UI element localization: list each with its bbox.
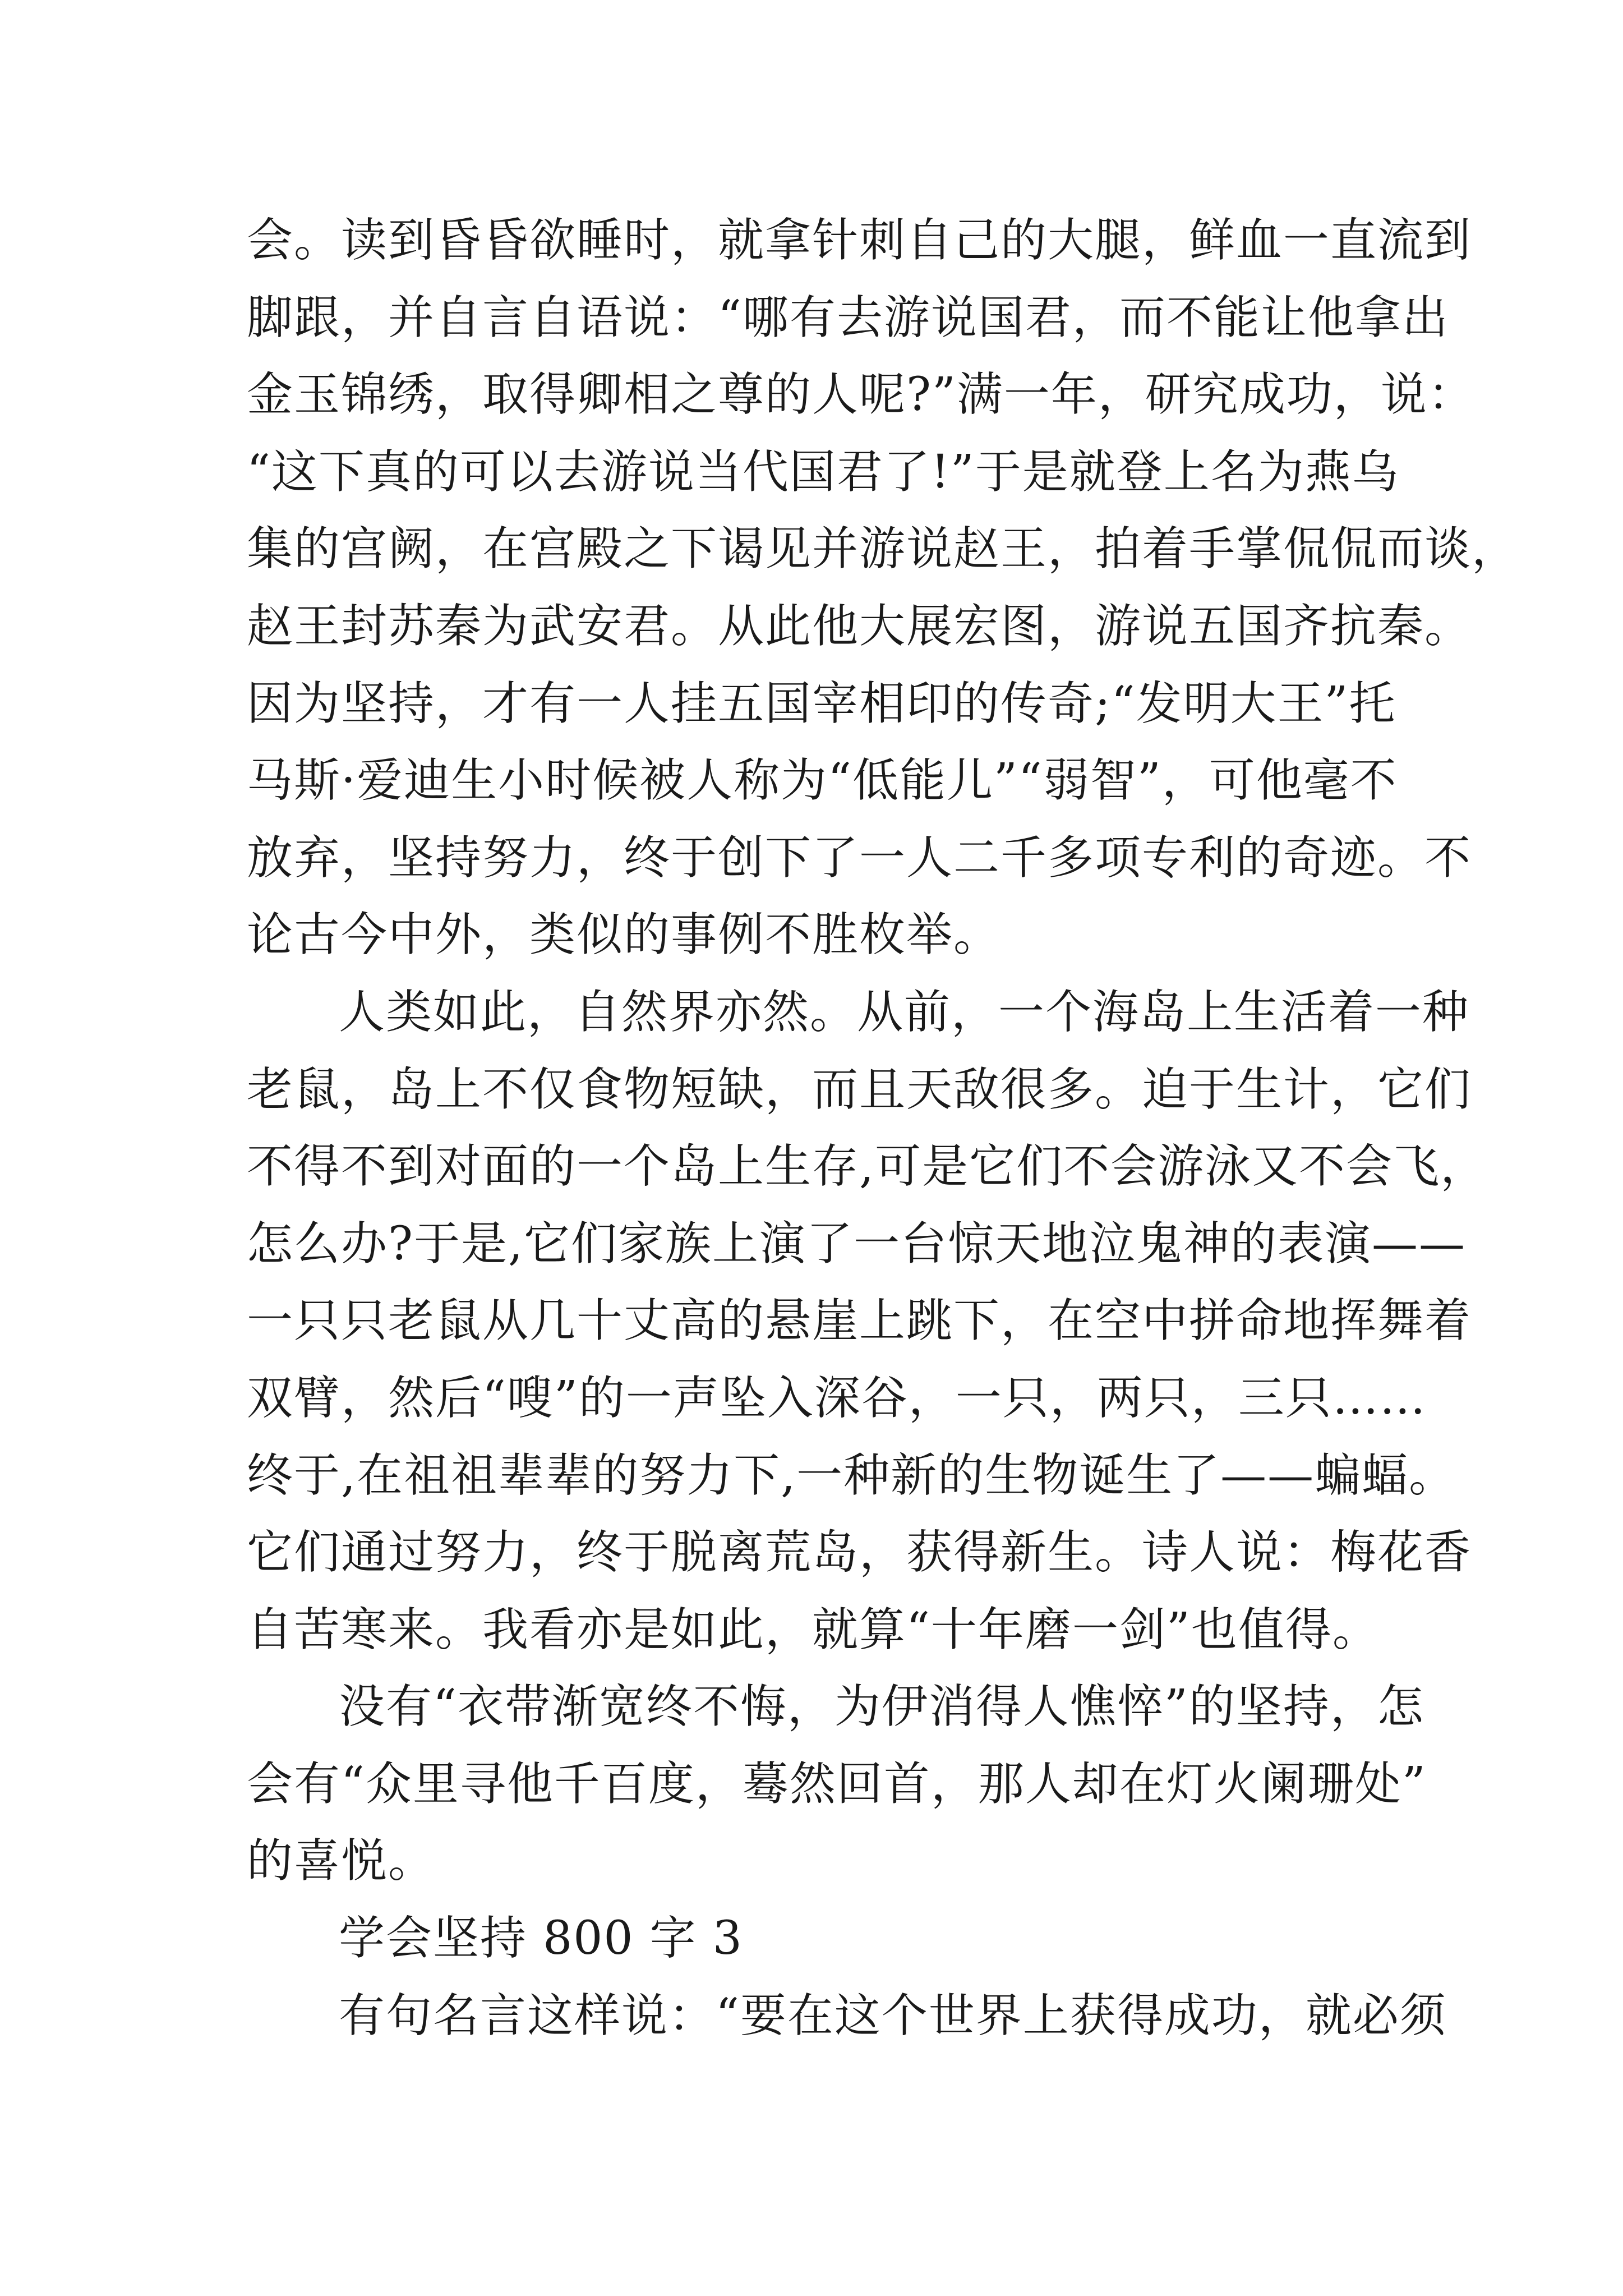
text-line: 脚跟，并自言自语说：“哪有去游说国君，而不能让他拿出 — [247, 291, 1449, 344]
paragraph-start-line: 人类如此，自然界亦然。从前，一个海岛上生活着一种 — [339, 985, 1470, 1039]
text-line: 终于,在祖祖辈辈的努力下,一种新的生物诞生了——蝙蝠。 — [247, 1448, 1456, 1502]
text-line: 不得不到对面的一个岛上生存,可是它们不会游泳又不会飞， — [247, 1140, 1488, 1194]
text-line: “这下真的可以去游说当代国君了!”于是就登上名为燕乌 — [247, 445, 1399, 499]
text-line: 因为坚持，才有一人挂五国宰相印的传奇;“发明大王”托 — [247, 677, 1396, 730]
text-line: 一只只老鼠从几十丈高的悬崖上跳下，在空中拼命地挥舞着 — [247, 1294, 1472, 1348]
text-line: 双臂，然后“嗖”的一声坠入深谷，一只，两只，三只…… — [247, 1371, 1427, 1425]
text-line: 老鼠，岛上不仅食物短缺，而且天敌很多。迫于生计，它们 — [247, 1062, 1472, 1116]
section-heading: 学会坚持 800 字 3 — [339, 1912, 743, 1966]
text-line: 放弃，坚持努力，终于创下了一人二千多项专利的奇迹。不 — [247, 831, 1472, 885]
text-line: 马斯·爱迪生小时候被人称为“低能儿”“弱智”，可他毫不 — [247, 754, 1398, 808]
paragraph-start-line: 有句名言这样说：“要在这个世界上获得成功，就必须 — [339, 1989, 1447, 2042]
text-line: 赵王封苏秦为武安君。从此他大展宏图，游说五国齐抗秦。 — [247, 599, 1472, 653]
text-line: 论古今中外，类似的事例不胜枚举。 — [247, 908, 1001, 962]
paragraph-start-line: 没有“衣带渐宽终不悔，为伊消得人憔悴”的坚持，怎 — [339, 1680, 1424, 1734]
text-line: 集的宫阙，在宫殿之下谒见并游说赵王，拍着手掌侃侃而谈， — [247, 522, 1519, 576]
text-line: 它们通过努力，终于脱离荒岛，获得新生。诗人说：梅花香 — [247, 1526, 1472, 1580]
text-line: 金玉锦绣，取得卿相之尊的人呢?”满一年，研究成功，说： — [247, 368, 1475, 422]
text-line: 会。读到昏昏欲睡时，就拿针刺自己的大腿，鲜血一直流到 — [247, 214, 1472, 267]
text-line: 会有“众里寻他千百度，蓦然回首，那人却在灯火阑珊处” — [247, 1757, 1427, 1811]
body-text — [247, 202, 1519, 2054]
text-line: 自苦寒来。我看亦是如此，就算“十年磨一剑”也值得。 — [247, 1603, 1380, 1657]
text-line: 怎么办?于是,它们家族上演了一台惊天地泣鬼神的表演—— — [247, 1217, 1467, 1271]
text-line: 的喜悦。 — [247, 1834, 436, 1888]
